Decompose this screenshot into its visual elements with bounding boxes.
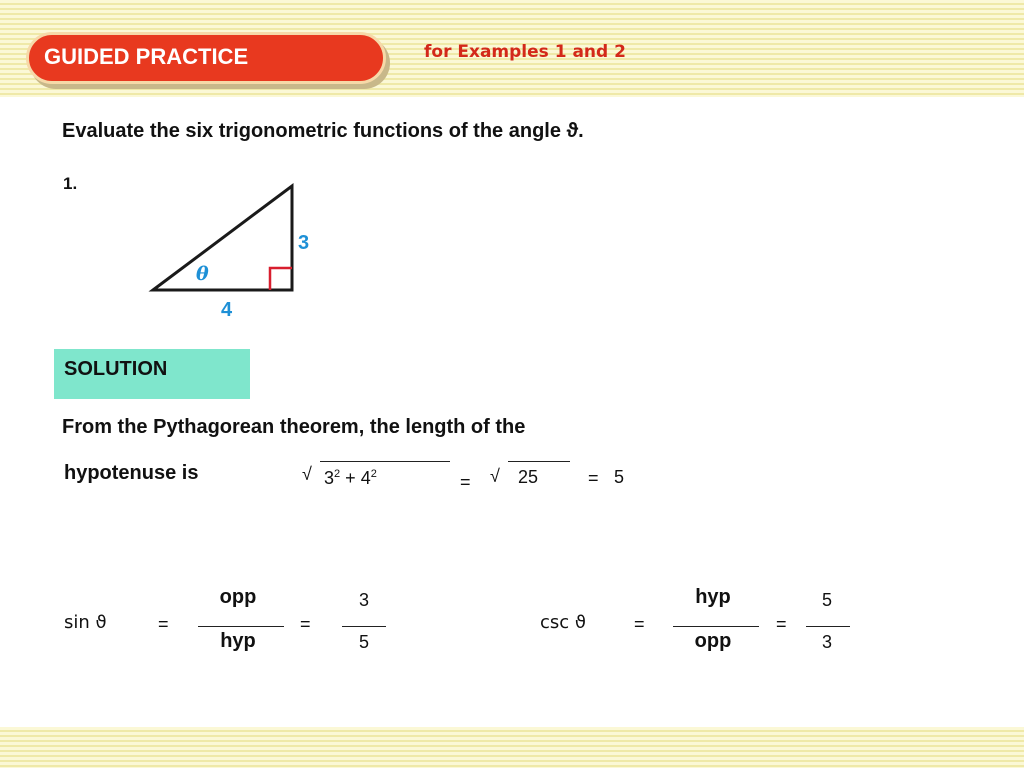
opposite-side-label: 3	[298, 232, 310, 254]
radicand-exp-b: 2	[370, 468, 377, 480]
csc-equals-2: =	[776, 614, 787, 634]
radicand-2: 25	[518, 467, 539, 487]
csc-function-label: csc ϑ	[540, 612, 587, 633]
csc-word-numerator: hyp	[695, 586, 731, 608]
csc-numerator: 5	[821, 590, 832, 610]
radical-bar-2	[508, 461, 570, 462]
sin-numerator: 3	[358, 590, 369, 610]
csc-word-denominator: opp	[694, 630, 732, 652]
sin-fraction-bar	[342, 626, 386, 627]
prompt: Evaluate the six trigonometric functions of the angle ϑ.	[62, 120, 584, 142]
right-angle-marker	[270, 268, 292, 290]
subtitle: for Examples 1 and 2	[424, 42, 626, 62]
sin-word-numerator: opp	[219, 586, 257, 608]
equals-sign-1: =	[460, 472, 471, 492]
sin-word-denominator: hyp	[220, 630, 256, 652]
radical-sign-1: √	[302, 464, 312, 484]
csc-word-fraction-bar	[673, 626, 759, 627]
solution-heading: SOLUTION	[64, 358, 168, 380]
adjacent-side-label: 4	[221, 299, 233, 321]
angle-theta-label: θ	[196, 263, 209, 285]
sin-denominator: 5	[358, 632, 369, 652]
radicand-1	[324, 468, 377, 489]
sin-equals-2: =	[300, 614, 311, 634]
csc-equals-1: =	[634, 614, 645, 634]
radical-bar-1	[320, 461, 450, 462]
solution-text-line1: From the Pythagorean theorem, the length of the	[62, 416, 526, 438]
radicand-exp-a: 2	[334, 468, 341, 480]
sin-word-fraction-bar	[198, 626, 284, 627]
triangle-diagram	[140, 178, 340, 323]
radical-sign-2: √	[490, 466, 500, 486]
csc-denominator: 3	[821, 632, 832, 652]
radicand-plus: +	[345, 468, 356, 488]
radicand-base-a: 3	[324, 468, 335, 488]
sin-function-label: sin ϑ	[64, 612, 107, 633]
radicand-base-b: 4	[360, 468, 371, 488]
badge-label: GUIDED PRACTICE	[44, 44, 249, 69]
problem-number: 1.	[63, 174, 78, 193]
footer-band	[0, 727, 1024, 768]
csc-fraction-bar	[806, 626, 850, 627]
equals-sign-2: =	[588, 468, 599, 488]
solution-text-line2: hypotenuse is	[64, 462, 199, 484]
hypotenuse-result: 5	[614, 467, 625, 487]
sin-equals-1: =	[158, 614, 169, 634]
